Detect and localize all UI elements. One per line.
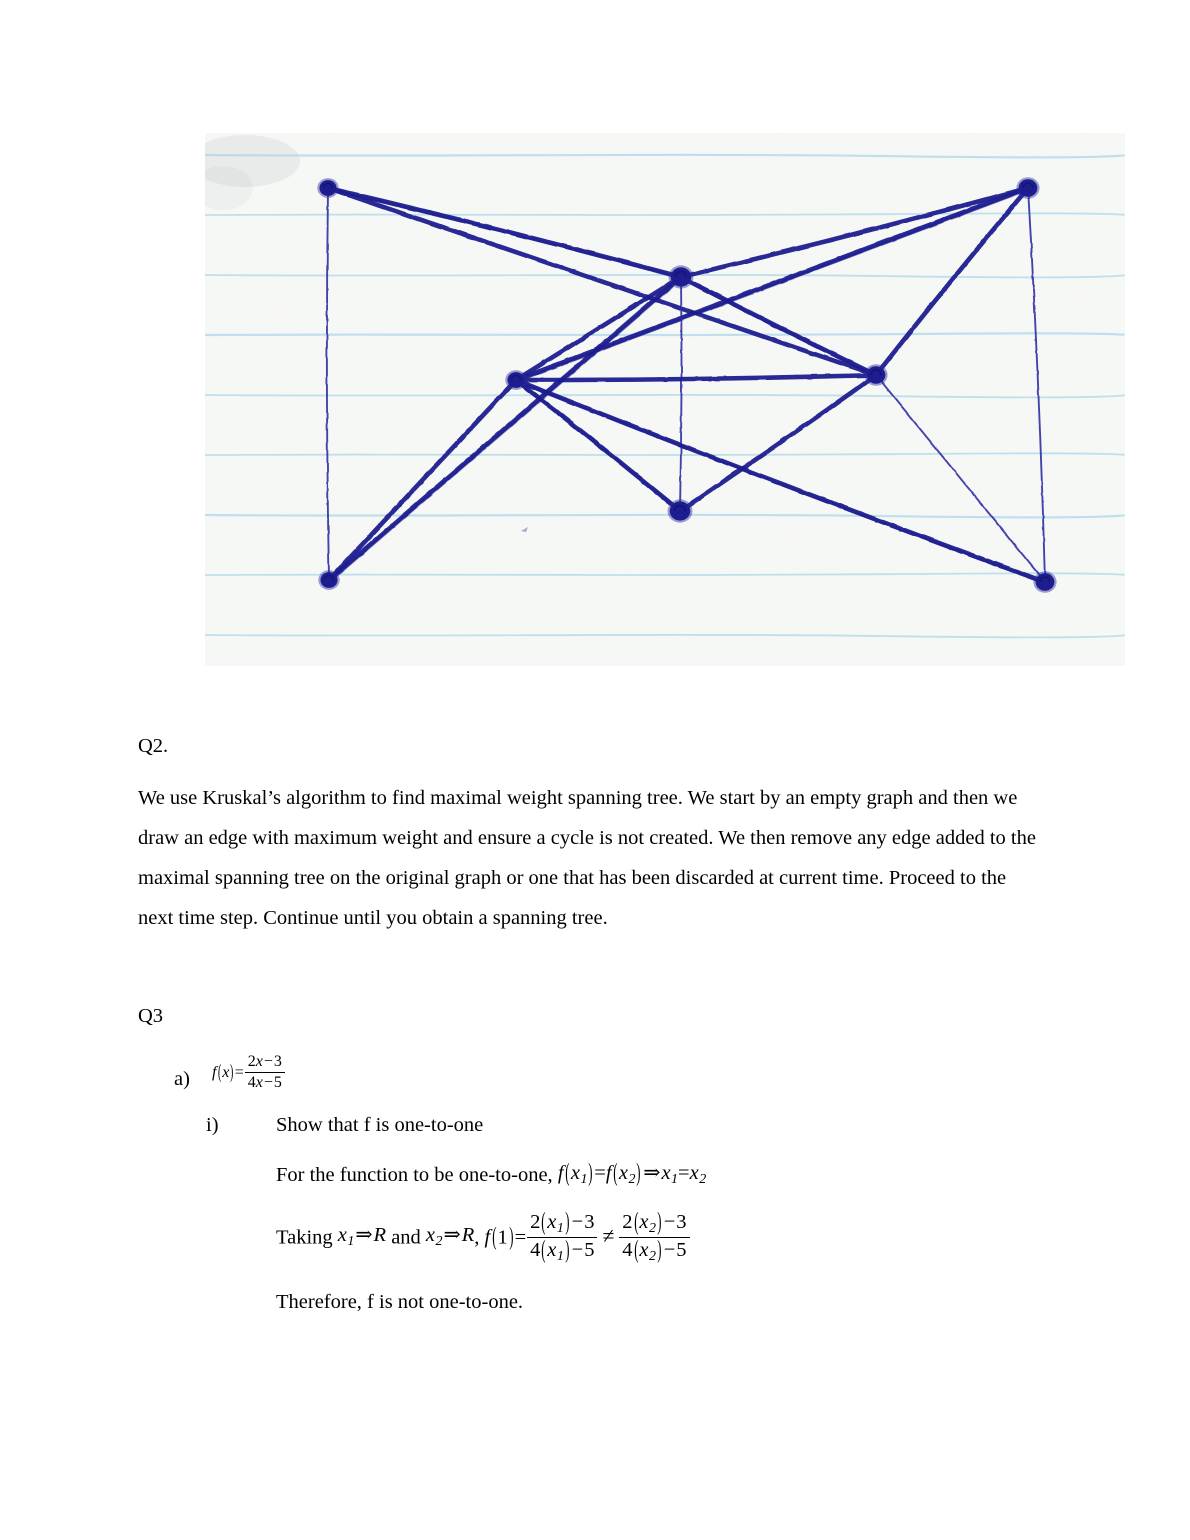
math-rparen: ) (230, 1061, 234, 1084)
math-f: f (212, 1064, 217, 1082)
q2-paragraph: We use Kruskal’s algorithm to find maximal weight spanning tree. We start by an empty graph and then we draw an edge with maximum weight and ensure a cycle is not created. We then remove any edge added to the maximal spanning tree on the original graph or one that has been discarded at current time. Proceed to the next time step. Continue until you obtain a spanning tree. (138, 787, 1036, 929)
node-dot (1019, 179, 1038, 196)
q3-item-a (174, 1054, 1038, 1093)
condition-equation: f(x1)=f(x2) ⇒x1=x2 (557, 1159, 707, 1187)
graph-node (318, 570, 339, 590)
graph-node (669, 265, 694, 288)
conclusion-line: Therefore, f is not one-to-one. (276, 1290, 524, 1313)
section-spacer (138, 938, 1038, 996)
node-dot (1036, 573, 1055, 590)
handdrawn-graph-figure (205, 133, 1125, 666)
function-definition-formula (212, 1054, 286, 1093)
fraction-x2: $\frac{2(x2) -3}{4(x2) -5}$ (618, 1211, 690, 1265)
condition-prefix: For the function to be one-to-one, (276, 1163, 553, 1186)
one-to-one-condition-line (276, 1157, 1038, 1196)
q2-heading: Q2. (138, 735, 169, 757)
q3-heading: Q3 (138, 1005, 164, 1027)
f1-inequality: f(1)= $\frac{2(x1) -3}{4(x1) -5}$ ≠ $\frac{2(x2) -3}{4(x2) -5}$ (484, 1212, 690, 1266)
graph-node (1016, 177, 1039, 199)
math-lparen: ( (217, 1061, 222, 1084)
node-dot (671, 267, 692, 286)
x2-in-R: x2⇒R (425, 1224, 475, 1250)
fraction-fx (244, 1053, 286, 1092)
q3-item-i-content (276, 1109, 1038, 1318)
comma-sep: , (474, 1226, 480, 1249)
list-marker-a: a) (174, 1068, 190, 1090)
node-dot (867, 366, 886, 383)
show-one-to-one-prompt: Show that f is one-to-one (276, 1113, 484, 1136)
taking-values-line (276, 1207, 1038, 1266)
graph-node (668, 499, 693, 522)
node-dot (508, 372, 525, 388)
q3-item-a-i (206, 1109, 1038, 1318)
math-x: x (222, 1064, 230, 1082)
x1-in-R: x1⇒R (337, 1224, 387, 1250)
math-equals: = (234, 1064, 244, 1082)
node-dot (320, 180, 337, 196)
fraction-x1: $\frac{2(x1) -3}{4(x1) -5}$ (526, 1211, 598, 1265)
graph-node (505, 370, 526, 390)
list-marker-i: i) (206, 1113, 219, 1136)
graph-drawing-canvas (205, 133, 1125, 666)
graph-node (1033, 571, 1056, 593)
fraction-numerator: 2x−3 (247, 1053, 282, 1071)
taking-prefix: Taking (276, 1226, 333, 1249)
graph-node (317, 178, 338, 198)
node-dot (670, 501, 691, 520)
graph-node (864, 364, 887, 386)
and-word: and (391, 1226, 421, 1249)
node-dot (321, 572, 338, 588)
document-body (138, 726, 1038, 1338)
not-equals-sign: ≠ (602, 1224, 615, 1249)
fraction-denominator: 4x−5 (245, 1072, 285, 1092)
